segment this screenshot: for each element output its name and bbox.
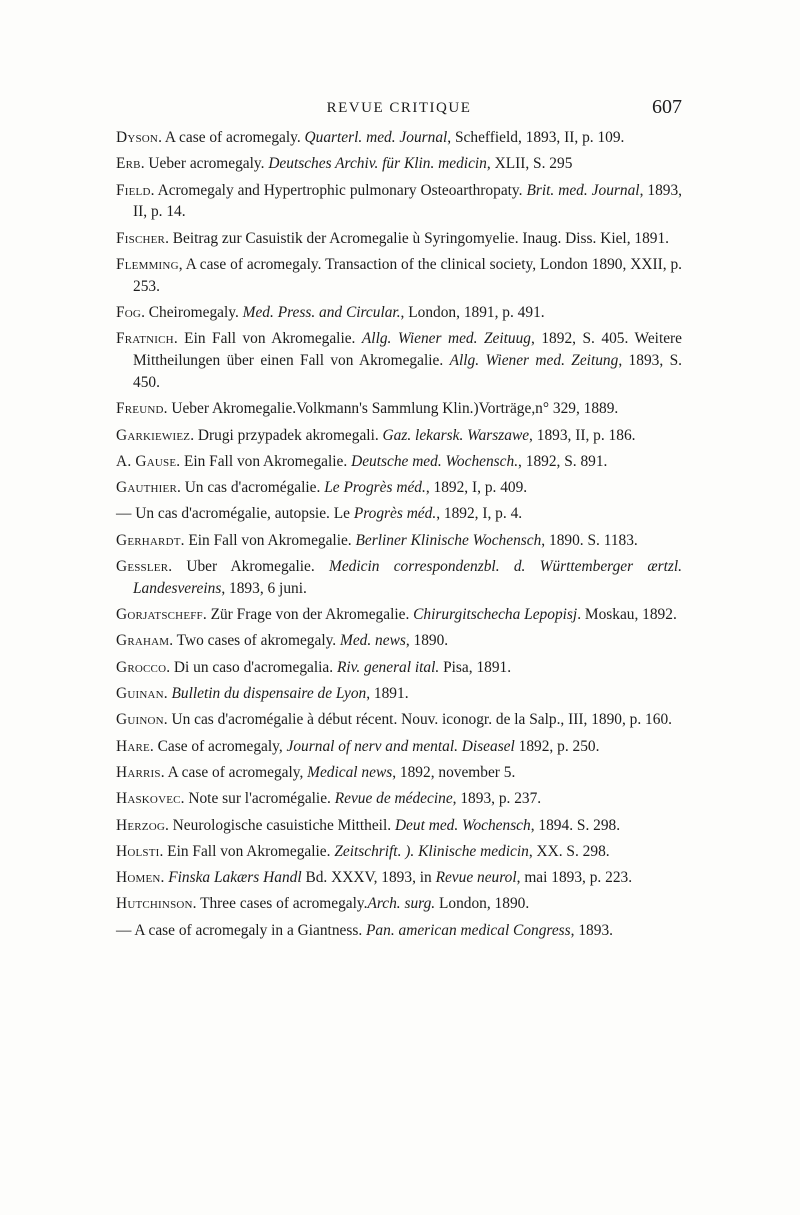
- entry-journal: Journal of nerv and mental. Diseasel: [286, 737, 515, 755]
- entry-text: . Case of acromegaly,: [149, 737, 287, 755]
- entry-text: . Ueber Akromegalie.Volkmann's Sammlung Klin.)Vorträge,n° 329, 1889.: [163, 400, 619, 418]
- entry-author: Holsti: [116, 842, 160, 860]
- bibliography-entry: [116, 425, 682, 447]
- entry-journal: Berliner Klinische Wochensch: [355, 531, 542, 549]
- entry-author: Flemming: [116, 255, 179, 273]
- page-header: [116, 96, 682, 122]
- entry-text: , 1890. S. 1183.: [541, 531, 638, 549]
- entry-journal: Quarterl. med. Journal: [304, 129, 448, 146]
- entry-text: , 1893, II, p. 14.: [133, 181, 683, 221]
- bibliography-entry: [116, 683, 682, 705]
- entry-author: Guinon: [116, 711, 164, 729]
- entry-text: , 1893.: [570, 921, 613, 939]
- entry-author: Garkiewiez: [116, 426, 191, 444]
- entry-author: Gauthier: [116, 479, 177, 497]
- entry-text: . Acromegaly and Hypertrophic pulmonary Osteoarthropaty.: [150, 181, 527, 199]
- entry-text: , 1893, II, p. 186.: [529, 426, 636, 444]
- bibliography-entry: [116, 398, 682, 420]
- bibliography-entry: [116, 328, 682, 393]
- entry-author: Haskovec: [116, 790, 181, 808]
- entry-author: Herzog: [116, 816, 165, 834]
- entry-journal: Bulletin du dispensaire de Lyon: [171, 685, 367, 703]
- bibliography-entry: [116, 530, 682, 552]
- bibliography-entry: [116, 815, 682, 837]
- entry-journal: Gaz. lekarsk. Warszawe: [382, 426, 530, 444]
- bibliography-entry: [116, 630, 682, 652]
- entry-text: , A case of acromegaly. Transaction of the clinical society, London 1890, XXII, p. 253.: [133, 255, 682, 295]
- entry-journal: Chirurgitschecha Lepopisj: [413, 606, 578, 624]
- bibliography-entry: [116, 893, 682, 915]
- bibliography-entry: [116, 153, 682, 175]
- entry-author: Homen: [116, 869, 161, 887]
- entry-text: 1892, p. 250.: [514, 737, 600, 755]
- bibliography-entry: [116, 709, 682, 731]
- entry-journal: Revue de médecine: [334, 790, 453, 808]
- bibliography-entry: [116, 604, 682, 626]
- entry-author: Freund: [116, 400, 164, 418]
- bibliography-entry: [116, 254, 682, 298]
- bibliography-entry: [116, 228, 682, 250]
- running-title: REVUE CRITIQUE: [326, 100, 472, 116]
- bibliography-entry: [116, 762, 682, 784]
- entry-journal: Arch. surg.: [367, 895, 436, 913]
- entry-author: Guinan: [116, 685, 164, 703]
- entry-text: .: [163, 685, 172, 703]
- entry-author: Hare: [116, 737, 150, 755]
- entry-author: Erb: [116, 155, 141, 173]
- bibliography-entry: [116, 788, 682, 810]
- page-number: 607: [652, 96, 682, 118]
- entry-author: Dyson: [116, 129, 159, 146]
- entry-text: , Scheffield, 1893, II, p. 109.: [447, 129, 625, 146]
- entry-text: , 1894. S. 298.: [530, 816, 621, 834]
- entry-author: Grocco: [116, 658, 167, 676]
- entry-journal: Zeitschrift. ). Klinische medicin: [334, 842, 529, 860]
- entry-text: , 1892, S. 891.: [518, 452, 608, 470]
- entry-text: . Uber Akromegalie.: [168, 558, 329, 576]
- bibliography-entry: [116, 127, 682, 149]
- entry-text: . Ein Fall von Akromegalie.: [173, 330, 362, 348]
- bibliography-entry: [116, 503, 682, 525]
- entry-text: . Un cas d'acromégalie.: [177, 479, 325, 497]
- entry-author: Fischer: [116, 229, 166, 247]
- entry-text: . Ein Fall von Akromegalie.: [159, 842, 335, 860]
- bibliography-entry: [116, 920, 682, 942]
- entry-author: Field: [116, 181, 151, 199]
- entry-journal: Medicin correspondenzbl. d. Württemberger ærtzl. Landesvereins: [133, 558, 682, 597]
- entry-text: , mai 1893, p. 223.: [516, 869, 633, 887]
- entry-text: . Zür Frage von der Akromegalie.: [202, 606, 414, 624]
- entry-author: Fog: [116, 304, 142, 322]
- entry-text: . Beitrag zur Casuistik der Acromegalie ù Syringomyelie. Inaug. Diss. Kiel, 1891.: [165, 229, 670, 247]
- entry-author: Gessler: [116, 558, 169, 576]
- entry-text: , London, 1891, p. 491.: [400, 304, 545, 322]
- entry-text: . Two cases of akromegaly.: [169, 632, 340, 650]
- entry-journal: Med. news: [340, 632, 406, 650]
- entry-text: Bd. XXXV, 1893, in: [301, 869, 436, 887]
- bibliography-entry: [116, 736, 682, 758]
- entry-text: . Ein Fall von Akromegalie.: [176, 452, 352, 470]
- entry-text: . Neurologische casuistiche Mittheil.: [164, 816, 395, 834]
- entry-author: Harris: [116, 763, 161, 781]
- entry-text: , XX. S. 298.: [528, 842, 610, 860]
- entry-text: Pisa, 1891.: [439, 658, 512, 676]
- bibliography-entry: [116, 657, 682, 679]
- bibliography-entry: [116, 867, 682, 889]
- entry-text: . A case of acromegaly.: [158, 129, 305, 146]
- entry-journal: Deut med. Wochensch: [394, 816, 531, 834]
- entry-text: London, 1890.: [435, 895, 530, 913]
- entry-text: — Un cas d'acromégalie, autopsie. Le: [116, 505, 354, 523]
- entry-journal: Deutsches Archiv. für Klin. medicin: [268, 155, 487, 173]
- entry-text: , 1893, S. 450.: [133, 352, 682, 391]
- entry-text: , 1892, november 5.: [392, 763, 516, 781]
- entry-journal: Allg. Wiener med. Zeitung: [449, 352, 619, 370]
- entry-author: Graham: [116, 632, 170, 650]
- entry-journal: Riv. general ital.: [336, 658, 440, 676]
- entry-author: Gorjatscheff: [116, 606, 203, 624]
- entry-text: . Moskau, 1892.: [577, 606, 677, 624]
- entry-text: . Cheiromegaly.: [141, 304, 243, 322]
- entry-journal: Medical news: [307, 763, 393, 781]
- entry-text: . Three cases of acromegaly.: [192, 895, 368, 913]
- entry-author: Gerhardt: [116, 531, 181, 549]
- entry-text: . A case of acromegaly,: [160, 763, 308, 781]
- entry-text: , 1892, I, p. 4.: [436, 505, 523, 523]
- entry-text: . Di un caso d'acromegalia.: [166, 658, 337, 676]
- entry-journal: Brit. med. Journal: [526, 181, 640, 199]
- entry-author: Fratnich: [116, 330, 174, 348]
- entry-journal: Revue neurol: [435, 869, 517, 887]
- entry-text: . Un cas d'acromégalie à début récent. Nouv. iconogr. de la Salp., III, 1890, p. 160.: [163, 711, 672, 729]
- bibliography-entry: [116, 477, 682, 499]
- entry-journal: Finska Lakærs Handl: [168, 869, 302, 887]
- entry-text: , XLII, S. 295: [486, 155, 573, 173]
- bibliography-entry: [116, 180, 682, 224]
- entry-text: , 1893, 6 juni.: [221, 579, 307, 597]
- entry-journal: Pan. american medical Congress: [366, 921, 571, 939]
- entry-text: — A case of acromegaly in a Giantness.: [116, 921, 367, 939]
- entry-journal: Le Progrès méd.: [324, 479, 426, 497]
- bibliography-entry: [116, 841, 682, 863]
- entry-text: , 1890.: [405, 632, 449, 650]
- entry-journal: Deutsche med. Wochensch.: [351, 452, 519, 470]
- entry-text: .: [160, 869, 169, 887]
- entry-text: . Drugi przypadek akromegali.: [190, 426, 383, 444]
- entry-text: . Ein Fall von Akromegalie.: [180, 531, 356, 549]
- entry-text: . Ueber acromegaly.: [140, 155, 269, 173]
- bibliography-entry: [116, 302, 682, 324]
- entry-text: , 1891.: [366, 685, 409, 703]
- entry-text: , 1893, p. 237.: [452, 790, 542, 808]
- entry-author: A. Gause: [116, 452, 177, 470]
- bibliography-entry: [116, 556, 682, 600]
- bibliography-list: [116, 127, 682, 946]
- entry-journal: Allg. Wiener med. Zeituug: [361, 330, 532, 348]
- entry-journal: Progrès méd.: [353, 505, 437, 523]
- bibliography-entry: [116, 451, 682, 473]
- entry-text: , 1892, I, p. 409.: [425, 479, 528, 497]
- entry-journal: Med. Press. and Circular.: [242, 304, 401, 322]
- entry-text: , 1892, S. 405. Weitere Mittheilungen über einen Fall von Akromegalie.: [133, 330, 683, 370]
- entry-text: . Note sur l'acromégalie.: [180, 790, 335, 808]
- entry-author: Hutchinson: [116, 895, 193, 913]
